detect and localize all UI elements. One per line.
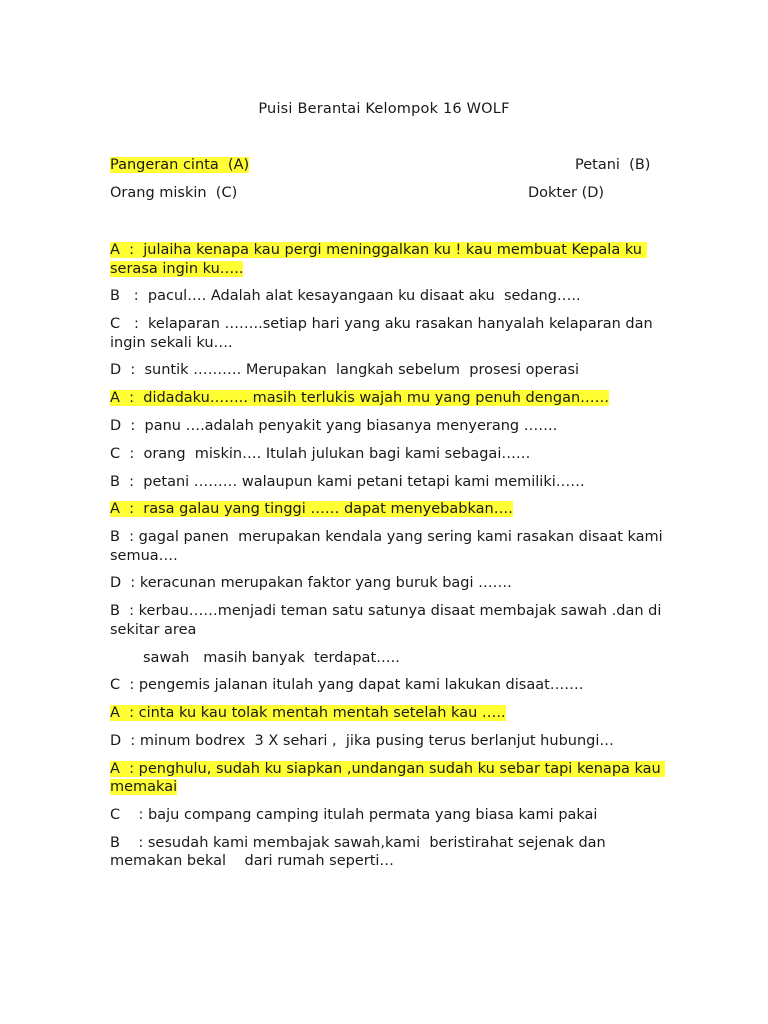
poem-line	[110, 760, 670, 797]
role-petani: Petani (B)	[575, 157, 651, 173]
poem-line	[110, 315, 670, 352]
role-orang-miskin: Orang miskin (C)	[110, 185, 238, 201]
document-title: Puisi Berantai Kelompok 16 WOLF	[258, 101, 510, 117]
poem-line-text: A : rasa galau yang tinggi …… dapat menyebabkan….	[110, 501, 513, 518]
poem-line-text: sawah masih banyak terdapat…..	[143, 649, 400, 666]
poem-line	[110, 676, 670, 695]
poem-line	[110, 473, 670, 492]
poem-line	[110, 417, 670, 436]
poem-line-text: B : pacul…. Adalah alat kesayangaan ku disaat aku sedang…..	[110, 288, 581, 305]
poem-line-text: C : baju compang camping itulah permata yang biasa kami pakai	[110, 807, 598, 824]
poem-line-text: B : sesudah kami membajak sawah,kami beristirahat sejenak dan memakan bekal dari rumah seperti…	[110, 834, 611, 870]
poem-line-text: A : didadaku…….. masih terlukis wajah mu yang penuh dengan……	[110, 390, 610, 407]
poem-line	[110, 361, 670, 380]
poem-line-text: C : pengemis jalanan itulah yang dapat kami lakukan disaat…….	[110, 677, 584, 694]
poem-line-text: B : kerbau……menjadi teman satu satunya disaat membajak sawah .dan di sekitar area	[110, 603, 666, 638]
poem-line	[110, 806, 670, 825]
poem-line	[110, 574, 670, 593]
poem-line	[110, 732, 670, 751]
poem-line	[110, 287, 670, 306]
poem-line-text: D : minum bodrex 3 X sehari , jika pusing terus berlanjut hubungi…	[110, 732, 614, 749]
poem-line	[110, 389, 670, 408]
poem-line-text: B : petani ……… walaupun kami petani tetapi kami memiliki……	[110, 473, 585, 490]
poem-line-text: C : kelaparan ……..setiap hari yang aku rasakan hanyalah kelaparan dan ingin sekali ku….	[110, 316, 658, 351]
poem-lines	[110, 241, 677, 880]
poem-line-text: D : panu ….adalah penyakit yang biasanya menyerang …….	[110, 417, 558, 434]
role-row	[110, 157, 670, 185]
poem-line	[110, 241, 670, 278]
poem-line	[110, 704, 670, 723]
poem-line-text: A : penghulu, sudah ku siapkan ,undangan sudah ku sebar tapi kenapa kau memakai	[110, 760, 666, 796]
poem-line-text: C : orang miskin…. Itulah julukan bagi kami sebagai……	[110, 445, 531, 462]
role-dokter: Dokter (D)	[528, 185, 605, 201]
role-list	[110, 157, 670, 213]
poem-line-text: B : gagal panen merupakan kendala yang sering kami rasakan disaat kami semua….	[110, 529, 677, 564]
poem-line	[110, 602, 670, 639]
role-pangeran-cinta: Pangeran cinta (A)	[110, 157, 250, 173]
poem-line-text: A : cinta ku kau tolak mentah mentah setelah kau …..	[110, 705, 506, 722]
poem-line-text: D : suntik ………. Merupakan langkah sebelum prosesi operasi	[110, 362, 580, 379]
poem-line	[110, 445, 670, 464]
role-row	[110, 185, 670, 213]
poem-line	[110, 500, 670, 519]
poem-line	[110, 528, 677, 565]
poem-line-text: A : julaiha kenapa kau pergi meninggalkan ku ! kau membuat Kepala ku serasa ingin ku…..	[110, 242, 647, 277]
poem-line	[110, 834, 670, 871]
poem-line	[110, 649, 670, 668]
poem-line-text: D : keracunan merupakan faktor yang buruk bagi …….	[110, 575, 512, 592]
